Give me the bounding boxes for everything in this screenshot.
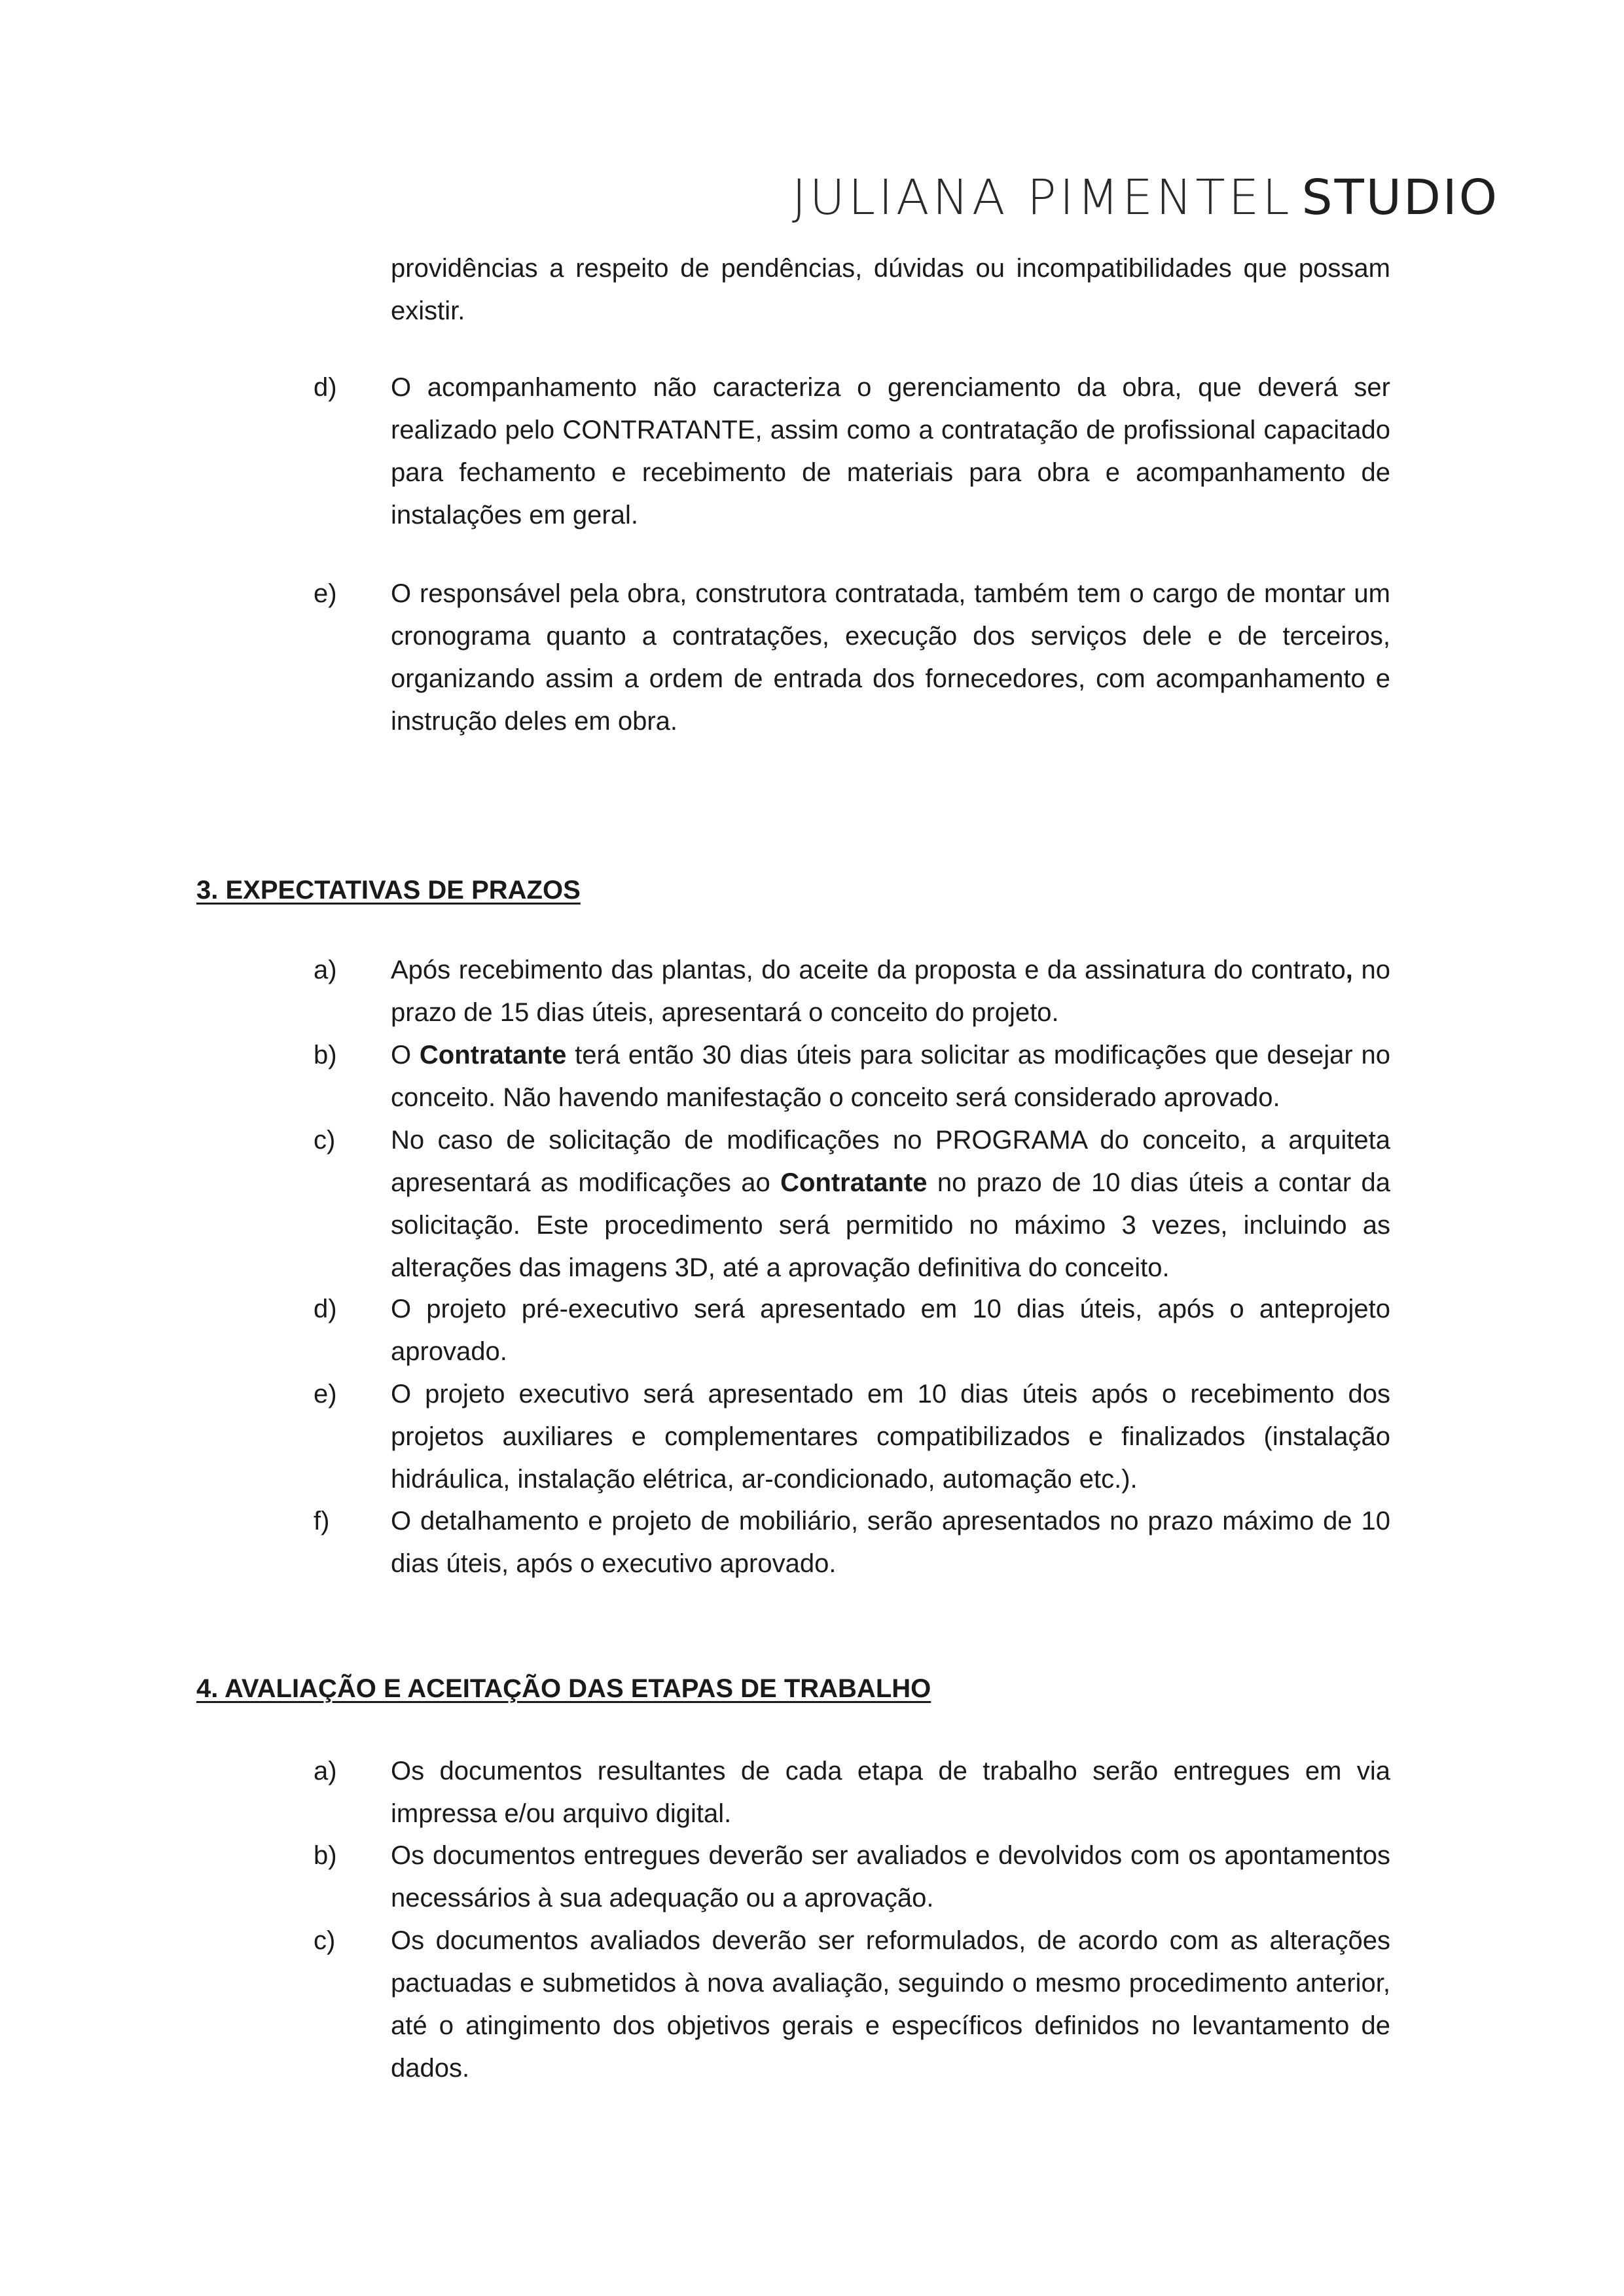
list-marker: b) bbox=[314, 1841, 337, 1870]
text-bold-segment: Contratante bbox=[780, 1168, 928, 1197]
list-item-text: O projeto pré-executivo será apresentado em 10 dias úteis, após o anteprojeto aprovado. bbox=[391, 1295, 1390, 1366]
list-marker: b) bbox=[314, 1041, 337, 1069]
list-item-text: O projeto executivo será apresentado em 10 dias úteis após o recebimento dos projetos auxiliares e complementares compatibilizados e finalizados (instalação hidráulica, instalação elétrica, ar-condicionado, automação etc.). bbox=[391, 1380, 1390, 1494]
text-segment: No caso de solicitação de modificações no PROGRAMA do conceito, a arquiteta apresentará as modificações ao bbox=[391, 1126, 1390, 1197]
list-marker: a) bbox=[314, 956, 337, 984]
text-bold-segment: Contratante bbox=[419, 1041, 567, 1069]
text-segment: terá então 30 dias úteis para solicitar as modificações que desejar no conceito. Não havendo manifestação o conceito será considerado aprovado. bbox=[391, 1041, 1390, 1112]
list-marker: c) bbox=[314, 1926, 336, 1955]
list-item-text bbox=[391, 1119, 1390, 1289]
text-segment: Após recebimento das plantas, do aceite da proposta e da assinatura do contrato bbox=[391, 956, 1346, 984]
section-heading: 4. AVALIAÇÃO E ACEITAÇÃO DAS ETAPAS DE TRABALHO bbox=[196, 1674, 931, 1703]
list-marker: d) bbox=[314, 373, 337, 402]
brand-name: JULIANA PIMENTEL bbox=[791, 170, 1293, 226]
list-item-text: O responsável pela obra, construtora contratada, também tem o cargo de montar um cronograma quanto a contratações, execução dos serviços dele e de terceiros, organizando assim a ordem de entrada dos fornecedores, com acompanhamento e instrução deles em obra. bbox=[391, 579, 1390, 736]
list-item-text: O acompanhamento não caracteriza o gerenciamento da obra, que deverá ser realizado pelo CONTRATANTE, assim como a contratação de profissional capacitado para fechamento e recebimento de materiais para obra e acompanhamento de instalações em geral. bbox=[391, 373, 1390, 529]
brand-logo bbox=[720, 165, 1499, 230]
list-marker: a) bbox=[314, 1757, 337, 1785]
list-item-text: Os documentos resultantes de cada etapa de trabalho serão entregues em via impressa e/ou arquivo digital. bbox=[391, 1757, 1390, 1828]
text-segment: no prazo de 15 dias úteis, apresentará o conceito do projeto. bbox=[391, 956, 1390, 1027]
list-marker: e) bbox=[314, 579, 337, 608]
list-item-text: Os documentos entregues deverão ser avaliados e devolvidos com os apontamentos necessários à sua adequação ou a aprovação. bbox=[391, 1841, 1390, 1912]
list-item-text: Os documentos avaliados deverão ser reformulados, de acordo com as alterações pactuadas e submetidos à nova avaliação, seguindo o mesmo procedimento anterior, até o atingimento dos objetivos gerais e específicos definidos no levantamento de dados. bbox=[391, 1926, 1390, 2083]
list-marker: c) bbox=[314, 1126, 336, 1155]
section-heading: 3. EXPECTATIVAS DE PRAZOS bbox=[196, 876, 581, 905]
list-marker: d) bbox=[314, 1295, 337, 1323]
text-segment: no prazo de 10 dias úteis a contar da solicitação. Este procedimento será permitido no máximo 3 vezes, incluindo as alterações das imagens 3D, até a aprovação definitiva do conceito. bbox=[391, 1168, 1390, 1282]
list-marker: f) bbox=[314, 1507, 330, 1535]
list-item-text: O detalhamento e projeto de mobiliário, serão apresentados no prazo máximo de 10 dias úteis, após o executivo aprovado. bbox=[391, 1507, 1390, 1578]
list-item-text bbox=[391, 1034, 1390, 1119]
text-segment: O bbox=[391, 1041, 420, 1069]
list-marker: e) bbox=[314, 1380, 337, 1408]
brand-studio: STUDIO bbox=[1301, 170, 1499, 226]
continued-paragraph: providências a respeito de pendências, dúvidas ou incompatibilidades que possam existir. bbox=[391, 254, 1390, 325]
list-item-text bbox=[391, 949, 1390, 1034]
text-bold-segment: , bbox=[1345, 956, 1353, 984]
